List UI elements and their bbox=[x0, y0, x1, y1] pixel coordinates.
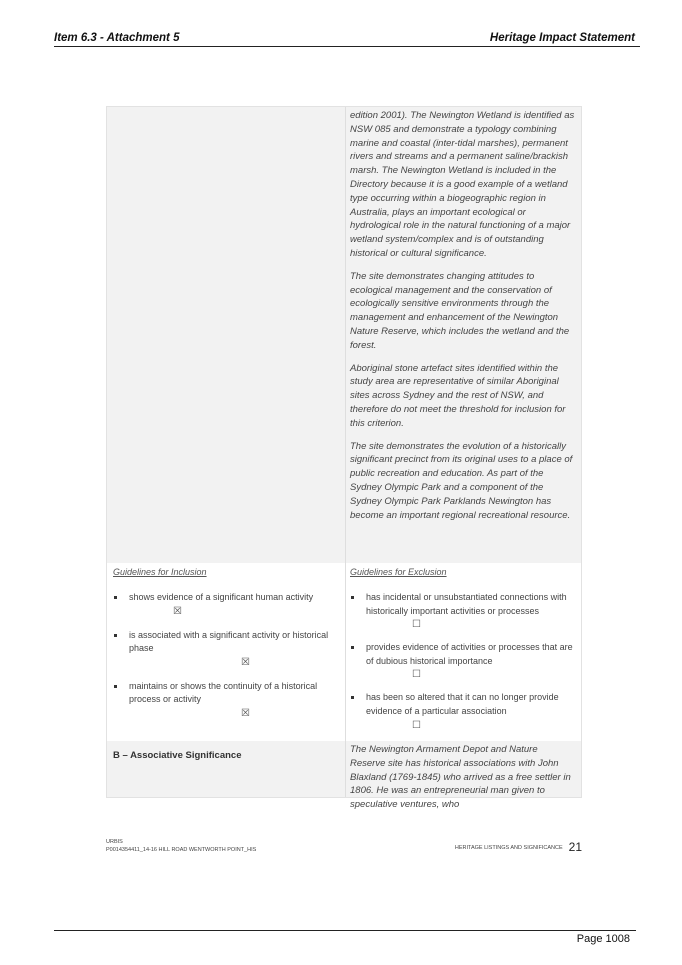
footer-reference bbox=[106, 838, 256, 854]
inclusion-heading: Guidelines for Inclusion bbox=[113, 567, 207, 577]
criteria-table bbox=[106, 106, 582, 811]
unchecked-box-icon[interactable]: ☐ bbox=[412, 669, 421, 681]
list-item bbox=[113, 591, 339, 618]
list-item bbox=[350, 691, 577, 731]
inclusion-item-text: shows evidence of a significant human activity bbox=[129, 592, 314, 602]
assessment-paragraph: The site demonstrates the evolution of a historically significant precinct from its original uses to a place of public recreation and education. As part of the Sydney Olympic Park and a component of the Sydney Olympic Park Parklands Newington has become an important regional recreational resource. bbox=[350, 440, 573, 521]
exclusion-guidelines-cell bbox=[346, 563, 581, 741]
checked-box-icon[interactable]: ☒ bbox=[241, 656, 250, 668]
checked-box-icon[interactable]: ☒ bbox=[173, 605, 182, 617]
assessment-paragraph: edition 2001). The Newington Wetland is identified as NSW 085 and demonstrate a typology combining marine and coastal (inter-tidal marshes), permanent rivers and streams and a permanent saline/brackish marsh. The Newington Wetland is included in the Directory because it is a good example of a wetland type occurring within a biogeographic region in Australia, plays an important ecological or hydrological role in the natural functioning of a major wetland system/complex and is of outstanding historical or cultural significance. bbox=[350, 110, 575, 259]
page-number: Page 1008 bbox=[576, 933, 630, 945]
footer-section bbox=[455, 840, 582, 854]
section-b-title: B – Associative Significance bbox=[113, 750, 242, 761]
inclusion-list bbox=[113, 591, 339, 720]
checked-box-icon[interactable]: ☒ bbox=[241, 707, 250, 719]
header-document-title: Heritage Impact Statement bbox=[489, 32, 635, 44]
footer-company: URBIS bbox=[106, 839, 123, 845]
unchecked-box-icon[interactable]: ☐ bbox=[412, 719, 421, 731]
inclusion-item-text: maintains or shows the continuity of a historical process or activity bbox=[129, 680, 318, 705]
list-item bbox=[113, 629, 339, 669]
unchecked-box-icon[interactable]: ☐ bbox=[412, 619, 421, 631]
list-item bbox=[350, 591, 577, 631]
header-item-label: Item 6.3 - Attachment 5 bbox=[54, 32, 180, 44]
footer-section-name: HERITAGE LISTINGS AND SIGNIFICANCE bbox=[454, 845, 563, 851]
section-b-text-cell bbox=[346, 741, 581, 811]
assessment-paragraph: Aboriginal stone artefact sites identified within the study area are representative of similar Aboriginal sites across Sydney and the rest of NSW, and therefore do not meet the threshold for inclusion for this criterion. bbox=[350, 362, 566, 429]
list-item bbox=[113, 680, 339, 720]
footer-divider bbox=[54, 930, 636, 931]
assessment-paragraph: The site demonstrates changing attitudes to ecological management and the conservation of ecologically sensitive environments through the management and enhancement of the Newington Nature Reserve, which includes the wetland and the forest. bbox=[350, 270, 570, 351]
section-b-title-cell bbox=[107, 741, 345, 797]
exclusion-list bbox=[350, 591, 577, 732]
table-cell-empty bbox=[107, 107, 345, 563]
assessment-text-cell bbox=[346, 107, 581, 563]
exclusion-item-text: provides evidence of activities or processes that are of dubious historical importance bbox=[366, 642, 573, 666]
inclusion-guidelines-cell bbox=[107, 563, 345, 741]
header-divider bbox=[54, 46, 640, 47]
list-item bbox=[350, 641, 577, 681]
footer-file-ref: P0014354411_14-16 HILL ROAD WENTWORTH POINT_HIS bbox=[106, 847, 257, 853]
exclusion-item-text: has been so altered that it can no longer provide evidence of a particular association bbox=[366, 692, 559, 716]
inclusion-item-text: is associated with a significant activity or historical phase bbox=[129, 629, 329, 654]
section-b-paragraph: The Newington Armament Depot and Nature Reserve site has historical associations with John Blaxland (1769-1845) who arrived as a free settler in 1806. He was an entrepreneurial man given to speculative ventures, who bbox=[350, 744, 571, 811]
exclusion-heading: Guidelines for Exclusion bbox=[350, 567, 447, 577]
column-divider bbox=[345, 107, 346, 797]
exclusion-item-text: has incidental or unsubstantiated connections with historically important activities or processes bbox=[366, 592, 567, 616]
footer-doc-page-number: 21 bbox=[568, 840, 582, 854]
